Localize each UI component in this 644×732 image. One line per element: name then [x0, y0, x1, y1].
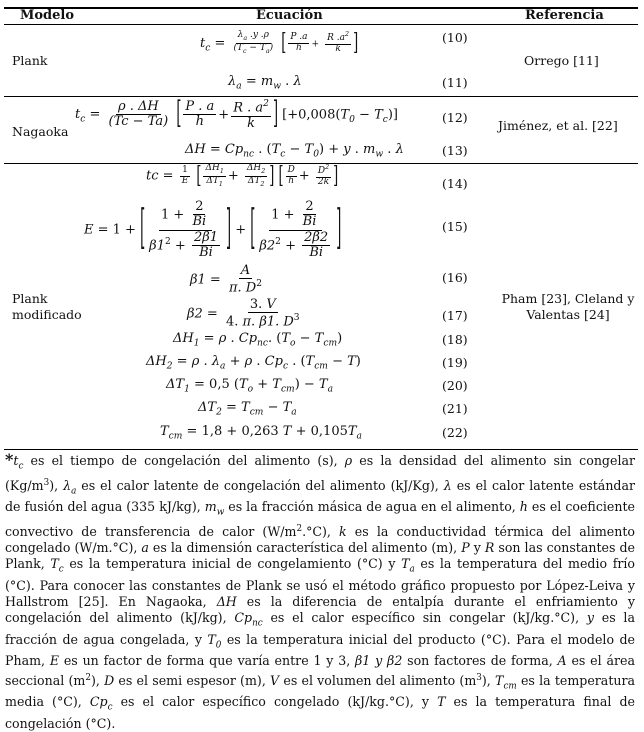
- equation-number-19: (19): [442, 355, 468, 370]
- footnote-text-segment: es la diferencia de entalpía durante el enfriamiento y congelación del alimento (kJ/kg),: [5, 594, 635, 626]
- footnote-text-segment: es la temperatura inicial de congelamiento (°C) y: [63, 556, 402, 572]
- equation-15: E = 1 + [ 1 + $\frac{2}{Bi}$ $\beta 1^2$ + $\frac{2\beta 1}{Bi}$ ] + [ 1 + $\frac{2}{Bi}$ $\beta 2^2$ + $\frac{2\beta 2}{Bi}$ ]: [84, 199, 342, 260]
- equation-number-13: (13): [442, 143, 468, 158]
- model-line-2: modificado: [12, 307, 82, 322]
- eq20-coefficient: 0,5: [209, 377, 230, 392]
- footnote-text-segment: es el calor latente de congelación del alimento (kJ/Kg),: [76, 477, 444, 493]
- footnote-text-segment: es un factor de forma que varía entre 1 y 3,: [59, 653, 356, 669]
- equation-number-22: (22): [442, 425, 468, 440]
- footnote-text-segment: es la densidad del alimento sin congelar (Kg/m: [5, 453, 635, 493]
- reference-jimenez: Jiménez, et al. [22]: [498, 118, 618, 133]
- model-plank-modificado: [12, 291, 82, 323]
- equation-number-10: (10): [442, 30, 468, 45]
- footnote-text-segment: es el calor específico congelado (kJ/kg.°C), y: [112, 694, 438, 710]
- footnote-text-segment: es la fracción de agua congelada, y: [5, 610, 635, 647]
- footnote-text-segment: son las constantes de Plank,: [5, 540, 635, 572]
- footnote-text-segment: es la dimensión característica del alimento (m),: [148, 540, 462, 556]
- header-ecuacion: Ecuación: [256, 8, 323, 23]
- equation-number-21: (21): [442, 401, 468, 416]
- footnote-text-segment: es la temperatura media (°C),: [5, 672, 636, 710]
- model-plank: Plank: [12, 53, 48, 68]
- footnote-text-segment: es el calor específico sin congelar (kJ/kg.°C),: [262, 610, 587, 626]
- equation-21: $\Delta T_2 = T_{cm} - T_a$: [198, 400, 297, 418]
- footnote-text-segment: .°C),: [302, 524, 340, 540]
- eq22-constant-c: 0,105: [310, 424, 348, 439]
- eq17-numerator-coef: 3.: [249, 297, 263, 312]
- equation-number-15: (15): [442, 219, 468, 234]
- model-nagaoka: Nagaoka: [12, 124, 69, 139]
- equation-19: $\Delta H_2 = \rho$ . $\lambda_a + \rho$ . $Cp_c$ . $(T_{cm} - T)$: [146, 354, 361, 372]
- reference-line-2: Valentas [24]: [526, 307, 610, 322]
- equation-number-11: (11): [442, 75, 468, 90]
- equation-number-14: (14): [442, 176, 468, 191]
- nagaoka-coefficient: +0,008: [287, 107, 336, 123]
- footnote-text-segment: son factores de forma,: [402, 653, 558, 669]
- footnote-text-segment: ),: [481, 672, 496, 688]
- model-line-1: Plank: [12, 291, 48, 306]
- reference-line-1: Pham [23], Cleland y: [501, 291, 635, 306]
- footnote-text-segment: es la temperatura inicial del producto (°C). Para el modelo de Pham,: [5, 631, 635, 669]
- footnote-text-segment: es el área seccional (m: [5, 653, 635, 688]
- footnote-text-segment: ),: [90, 672, 105, 688]
- footnote-marker: *: [5, 450, 14, 469]
- equation-22: $T_{cm} = 1,8 + 0,263$ $T + 0,105T_a$: [160, 424, 362, 442]
- header-referencia: Referencia: [525, 8, 604, 23]
- header-bottom-rule: [4, 24, 638, 25]
- table-footnote: $*t_c$ es el tiempo de congelación del alimento (s), ρ es la densidad del alimento sin congelar $(Kg/m^3)$, $\lambda_a$ es el calor latente de congelación del alimento (kJ/Kg), λ es el calor latente estándar de fusión del agua (335 kJ/kg), $m_w$ es la fracción másica de agua en el alimento, h es el coeficiente convectivo de transferencia de calor $(W/m^2.^\circ C)$, k es la conductividad térmica del alimento congelado (W/m.°C), a es la dimensión característica del alimento (m), P y R son las constantes de Plank, $T_c$ es la temperatura inicial de congelamiento (°C) y $T_a$ es la temperatura del medio frío (°C). Para conocer las constantes de Plank se usó el método gráfico propuesto por López-Leiva y Hallstrom [25]. En Nagaoka, ΔH es la diferencia de entalpía durante el enfriamiento y congelación del alimento (kJ/kg), $Cp_{nc}$ es el calor específico sin congelar (kJ/kg.°C), y es la fracción de agua congelada, y $T_0$ es la temperatura inicial del producto (°C). Para el modelo de Pham, E es un factor de forma que varía entre 1 y 3, β1 y β2 son factores de forma, A es el área seccional $(m^2)$, D es el semi espesor (m), V es el volumen del alimento $(m^3)$, $T_{cm}$ es la temperatura media (°C), $Cp_c$ es el calor específico congelado (kJ/kg.°C), y T es la temperatura final de congelación (°C).: [5, 450, 636, 731]
- footnote-text-segment: es el volumen del alimento (m: [279, 672, 477, 688]
- footnote-text-segment: es el coeficiente convectivo de transferencia de calor (W/m: [5, 499, 635, 540]
- row-divider-1: [4, 96, 638, 97]
- footnote-text-segment: ),: [49, 477, 64, 493]
- footnote-text-segment: es la fracción másica de agua en el alimento,: [224, 499, 520, 515]
- header-modelo: Modelo: [20, 8, 75, 23]
- equation-number-12: (12): [442, 110, 468, 125]
- footnote-text-segment: es la conductividad térmica del alimento congelado (W/m.°C),: [5, 524, 635, 556]
- footnote-text-segment: es la temperatura final de congelación (°C).: [5, 694, 635, 731]
- equation-number-18: (18): [442, 332, 468, 347]
- footnote-text-segment: es el semi espesor (m),: [114, 672, 271, 688]
- equation-18: $\Delta H_1 = \rho$ . $Cp_{nc}$. $(T_o - T_{cm})$: [173, 331, 343, 349]
- equation-number-17: (17): [442, 308, 468, 323]
- equation-number-16: (16): [442, 270, 468, 285]
- eq22-constant-b: 0,263: [241, 424, 279, 439]
- equation-14: tc = $\frac{1}{E}$ [ $\frac{\Delta H_1}{\Delta T_1}$ + $\frac{\Delta H_2}{\Delta T_2}$ ] [ $\frac{D}{h}$ + $\frac{D^2}{2k}$ ]: [146, 162, 339, 190]
- reference-orrego: Orrego [11]: [524, 53, 599, 68]
- eq15-one: 1: [161, 207, 170, 223]
- equation-number-20: (20): [442, 378, 468, 393]
- footnote-text-segment: es el calor latente estándar de fusión del agua (335 kJ/kg),: [5, 477, 636, 515]
- equation-20: $\Delta T_1 = 0,5$ $(T_o + T_{cm}) - T_a$: [166, 377, 334, 395]
- eq15-two: 2: [195, 199, 204, 214]
- equation-11: $\lambda_a = m_w$ . λ: [228, 74, 302, 92]
- table-bottom-rule: [4, 449, 638, 450]
- equation-13: $\Delta H = Cp_{nc}$ . $(T_c - T_0) + y$ . $m_w$ . λ: [185, 142, 404, 160]
- footnote-text-segment: es la temperatura del medio frío (°C). Para conocer las constantes de Plank se usó el método gráfico propuesto por López-Leiva y Hallstrom [25]. En Nagaoka,: [5, 556, 635, 610]
- equation-16: β1 = $\frac{A}{\pi. D^2}$: [190, 263, 262, 296]
- eq22-constant-a: 1,8: [201, 424, 223, 439]
- equation-10: $t_c$ = $\frac{\lambda_a .y .\rho}{(T_c - T_a)}$ [ $\frac{P .a}{h}$ + $\frac{R .a^2}{k}$ ]: [200, 29, 359, 57]
- equation-17: β2 = $\frac{3. V}{4. \pi. \beta 1. D^3}$: [187, 297, 300, 330]
- footnote-text-segment: es el tiempo de congelación del alimento (s),: [23, 453, 345, 468]
- reference-pham: [498, 291, 638, 323]
- footnote-text-segment: y: [469, 540, 485, 556]
- equation-12: $t_c$ = $\frac{\rho . \Delta H}{(Tc - Ta)}$ [ $\frac{P . a}{h}$ + $\frac{R . a^2}{k}$ ] $[+0,008(T_0 - T_c)]$: [75, 96, 398, 133]
- eq17-denominator-coef: 4.: [225, 314, 239, 330]
